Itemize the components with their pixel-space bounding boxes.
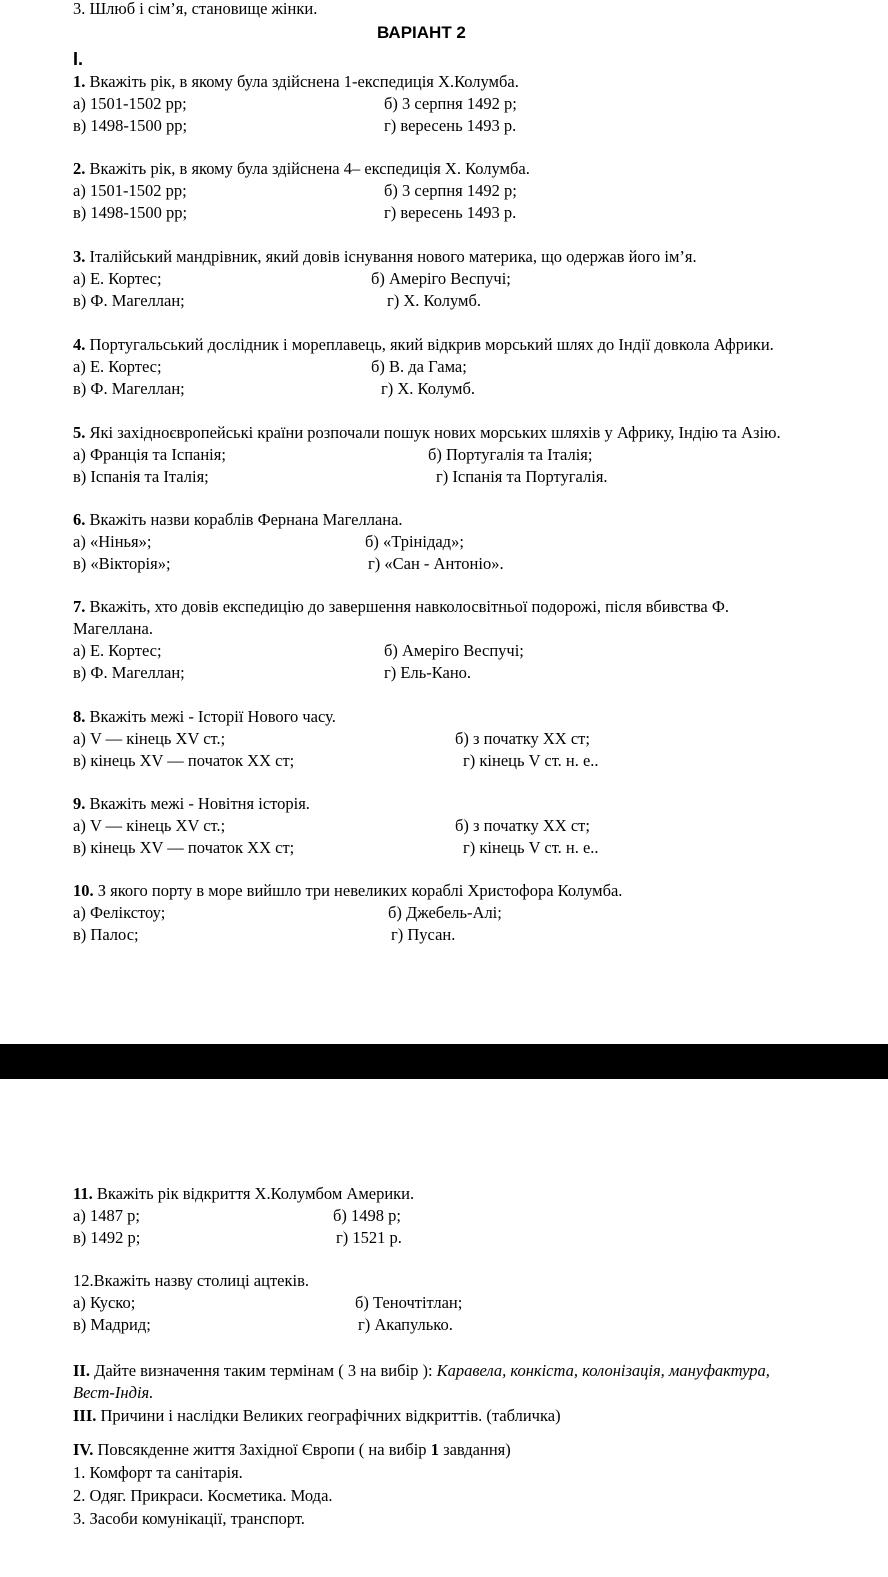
question-8	[73, 708, 336, 727]
part-four-item-3: 3. Засоби комунікації, транспорт.	[73, 1509, 305, 1528]
question-number: 8.	[73, 707, 86, 726]
variant-title: ВАРІАНТ 2	[377, 23, 466, 42]
question-number: 1.	[73, 72, 86, 91]
answer-option-c: в) кінець XV — початок XX ст;	[73, 751, 295, 770]
question-text: Вкажіть межі - Історії Нового часу.	[85, 707, 336, 726]
answer-option-d: г) вересень 1493 р.	[384, 203, 517, 222]
answer-option-b: б) Теночтітлан;	[355, 1293, 463, 1312]
part-one-label: І.	[73, 49, 84, 69]
answer-option-a: а) 1501-1502 рр;	[73, 181, 187, 200]
question-number: 7.	[73, 597, 86, 616]
answer-option-a: а) Франція та Іспанія;	[73, 445, 226, 464]
question-number: 5.	[73, 423, 86, 442]
question-11	[73, 1185, 414, 1204]
part-two	[73, 1362, 770, 1381]
answer-option-c: в) 1492 р;	[73, 1228, 141, 1247]
answer-option-d: г) Іспанія та Португалія.	[436, 467, 608, 486]
answer-option-a: а) 1501-1502 рр;	[73, 94, 187, 113]
answer-option-a: а) Е. Кортес;	[73, 641, 162, 660]
part-two-terms: Каравела, конкіста, колонізація, мануфактура,	[436, 1361, 770, 1380]
answer-option-d: г) Пусан.	[391, 925, 456, 944]
part-four-text-b: завдання)	[438, 1440, 511, 1459]
part-four-text-a: Повсякденне життя Західної Європи ( на вибір	[93, 1440, 431, 1459]
answer-option-c: в) Палос;	[73, 925, 139, 944]
question-7	[73, 598, 729, 617]
answer-option-b: б) «Трінідад»;	[365, 532, 464, 551]
answer-option-c: в) Іспанія та Італія;	[73, 467, 209, 486]
question-2	[73, 160, 530, 179]
question-text-cont: Магеллана.	[73, 619, 153, 638]
question-number: 10.	[73, 881, 94, 900]
question-text: Вкажіть, хто довів експедицію до завершення навколосвітньої подорожі, після вбивства Ф.	[85, 597, 730, 616]
answer-option-b: б) 3 серпня 1492 р;	[384, 181, 517, 200]
question-4	[73, 336, 774, 355]
question-number: 6.	[73, 510, 86, 529]
question-9	[73, 795, 310, 814]
top-line: 3. Шлюб і сім’я, становище жінки.	[73, 0, 318, 18]
answer-option-a: а) Фелікстоу;	[73, 903, 166, 922]
answer-option-b: б) 1498 р;	[333, 1206, 401, 1225]
answer-option-c: в) «Вікторія»;	[73, 554, 171, 573]
answer-option-d: г) кінець V ст. н. е..	[463, 838, 599, 857]
part-four	[73, 1441, 511, 1460]
part-four-label: IV.	[73, 1440, 94, 1459]
part-two-text: Дайте визначення таким термінам ( 3 на вибір ):	[89, 1361, 437, 1380]
answer-option-b: б) 3 серпня 1492 р;	[384, 94, 517, 113]
question-5	[73, 424, 781, 443]
answer-option-a: а) Е. Кортес;	[73, 357, 162, 376]
answer-option-a: а) «Нінья»;	[73, 532, 152, 551]
answer-option-d: г) вересень 1493 р.	[384, 116, 517, 135]
question-3	[73, 248, 697, 267]
question-text: Вкажіть межі - Новітня історія.	[85, 794, 310, 813]
question-text: Які західноєвропейські країни розпочали пошук нових морських шляхів у Африку, Індію та Азію.	[85, 423, 781, 442]
answer-option-d: г) Х. Колумб.	[381, 379, 475, 398]
answer-option-c: в) Ф. Магеллан;	[73, 379, 185, 398]
part-two-label: II.	[73, 1361, 90, 1380]
answer-option-b: б) з початку XX ст;	[455, 816, 590, 835]
answer-option-c: в) 1498-1500 рр;	[73, 116, 188, 135]
answer-option-c: в) Ф. Магеллан;	[73, 663, 185, 682]
question-1	[73, 73, 519, 92]
question-number: 2.	[73, 159, 86, 178]
answer-option-b: б) В. да Гама;	[371, 357, 467, 376]
part-three-label: III.	[73, 1406, 97, 1425]
question-number: 3.	[73, 247, 86, 266]
question-6	[73, 511, 403, 530]
part-four-text-bold: 1	[430, 1440, 439, 1459]
part-three	[73, 1407, 561, 1426]
answer-option-a: а) 1487 р;	[73, 1206, 140, 1225]
part-three-text: Причини і наслідки Великих географічних відкриттів. (табличка)	[96, 1406, 561, 1425]
answer-option-b: б) Амеріго Веспучі;	[371, 269, 511, 288]
answer-option-c: в) 1498-1500 рр;	[73, 203, 188, 222]
question-number: 11.	[73, 1184, 93, 1203]
question-text: 12.Вкажіть назву столиці ацтеків.	[73, 1271, 309, 1290]
part-four-item-2: 2. Одяг. Прикраси. Косметика. Мода.	[73, 1486, 333, 1505]
question-number: 9.	[73, 794, 86, 813]
answer-option-d: г) Х. Колумб.	[387, 291, 481, 310]
part-four-item-1: 1. Комфорт та санітарія.	[73, 1463, 243, 1482]
answer-option-c: в) Ф. Магеллан;	[73, 291, 185, 310]
answer-option-a: а) Е. Кортес;	[73, 269, 162, 288]
answer-option-b: б) Джебель-Алі;	[388, 903, 502, 922]
question-text: Італійський мандрівник, який довів існування нового материка, що одержав його ім’я.	[85, 247, 697, 266]
answer-option-b: б) Амеріго Веспучі;	[384, 641, 524, 660]
question-text: Вкажіть рік, в якому була здійснена 1-експедиція Х.Колумба.	[85, 72, 519, 91]
question-text: Вкажіть назви кораблів Фернана Магеллана.	[85, 510, 403, 529]
answer-option-d: г) «Сан - Антоніо».	[368, 554, 504, 573]
answer-option-b: б) з початку XX ст;	[455, 729, 590, 748]
answer-option-d: г) кінець V ст. н. е..	[463, 751, 599, 770]
part-two-terms-cont: Вест-Індія.	[73, 1383, 154, 1402]
question-text: Вкажіть рік відкриття Х.Колумбом Америки.	[92, 1184, 415, 1203]
answer-option-c: в) Мадрид;	[73, 1315, 151, 1334]
question-10	[73, 882, 622, 901]
answer-option-d: г) Ель-Кано.	[384, 663, 472, 682]
question-text: Вкажіть рік, в якому була здійснена 4– експедиція Х. Колумба.	[85, 159, 530, 178]
answer-option-d: г) 1521 р.	[336, 1228, 402, 1247]
question-text: Португальський дослідник і мореплавець, який відкрив морський шлях до Індії довкола Африки.	[85, 335, 774, 354]
answer-option-c: в) кінець XV — початок XX ст;	[73, 838, 295, 857]
answer-option-a: а) V — кінець XV ст.;	[73, 729, 226, 748]
black-bar	[0, 1044, 888, 1079]
answer-option-a: а) V — кінець XV ст.;	[73, 816, 226, 835]
answer-option-d: г) Акапулько.	[358, 1315, 453, 1334]
answer-option-b: б) Португалія та Італія;	[428, 445, 593, 464]
question-text: З якого порту в море вийшло три невеликих кораблі Христофора Колумба.	[93, 881, 623, 900]
answer-option-a: а) Куско;	[73, 1293, 136, 1312]
question-number: 4.	[73, 335, 86, 354]
question-12	[73, 1272, 309, 1291]
